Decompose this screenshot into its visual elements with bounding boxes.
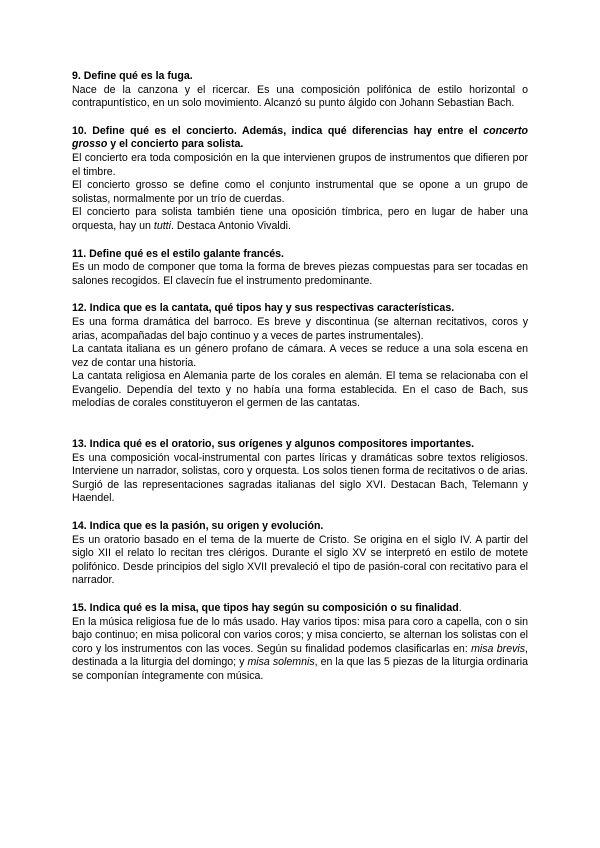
question-heading [72, 602, 528, 616]
heading-italic-term: concerto grosso [72, 124, 528, 151]
answer-paragraph: Es una composición vocal-instrumental con partes líricas y dramáticas sobre textos religiosos. Interviene un narrador, solistas, coro y orquesta. Los solos tienen forma de recitativos o de arias. Surgió de las representaciones sagradas italianas del siglo XVI. Destacan Bach, Telemann y Haendel. [72, 451, 528, 505]
answer-paragraph [72, 206, 528, 233]
answer-paragraph: Nace de la canzona y el ricercar. Es una composición polifónica de estilo horizontal o contrapuntístico, en un solo movimiento. Alcanzó su punto álgido con Johann Sebastian Bach. [72, 83, 528, 110]
question-heading: 11. Define qué es el estilo galante francés. [72, 247, 284, 260]
answer-paragraph [72, 616, 528, 684]
answer-paragraph: Es un oratorio basado en el tema de la muerte de Cristo. Se origina en el siglo IV. A partir del siglo XII el relato lo recitan tres clérigos. Durante el siglo XV se interpretó en estilo de motete polifónico. Desde principios del siglo XVII prevaleció el tipo de pasión-coral con recitativo para el narrador. [72, 533, 528, 587]
document-page [72, 70, 528, 698]
section-fuga [72, 70, 528, 111]
question-heading [72, 125, 528, 152]
heading-text: 10. Define qué es el concierto. Además, indica qué diferencias hay entre el [72, 124, 484, 137]
italic-term: misa brevis [471, 642, 526, 655]
section-misa [72, 602, 528, 684]
paragraph-text: , en la que las 5 piezas de la liturgia ordinaria se componían íntegramente con música. [72, 656, 528, 682]
italic-term: tutti [153, 219, 171, 232]
question-heading: 14. Indica que es la pasión, su origen y evolución. [72, 520, 324, 533]
section-cantata [72, 302, 528, 411]
question-heading: 9. Define qué es la fuga. [72, 70, 193, 82]
answer-paragraph: La cantata italiana es un género profano de cámara. A veces se reduce a una sola escena en vez de contar una historia. [72, 343, 528, 369]
section-pasion [72, 520, 528, 588]
answer-paragraph: El concierto grosso se define como el conjunto instrumental que se opone a un grupo de solistas, normalmente por un trío de cuerdas. [72, 179, 528, 205]
paragraph-text: , destinada a la liturgia del domingo; y [72, 642, 528, 669]
answer-paragraph: Es una forma dramática del barroco. Es breve y discontinua (se alternan recitativos, coros y arias, acompañadas del bajo continuo y a veces de partes instrumentales). [72, 315, 528, 342]
question-heading: 12. Indica que es la cantata, qué tipos hay y sus respectivas características. [72, 302, 455, 315]
section-estilo-galante [72, 248, 528, 289]
paragraph-text: En la música religiosa fue de lo más usado. Hay varios tipos: misa para coro a capella, con o sin bajo continuo; en misa policoral con varios coros; y misa concierto, se alternan los solistas con el coro y los instrumentos con las voces. Según su finalidad podemos clasificarlas en: [72, 615, 528, 655]
answer-paragraph: La cantata religiosa en Alemania parte de los corales en alemán. El tema se relacionaba con el Evangelio. Dependía del texto y no había una forma establecida. En el caso de Bach, sus melodías de corales constituyeron el germen de las cantatas. [72, 370, 528, 410]
heading-text: y el concierto para solista. [107, 138, 244, 151]
heading-text: 15. Indica qué es la misa, que tipos hay según su composición o su finalidad [72, 602, 459, 614]
section-oratorio [72, 438, 528, 506]
question-heading: 13. Indica qué es el oratorio, sus orígenes y algunos compositores importantes. [72, 438, 475, 451]
section-concierto [72, 125, 528, 234]
paragraph-text: . Destaca Antonio Vivaldi. [170, 219, 291, 232]
answer-paragraph: Es un modo de componer que toma la forma de breves piezas compuestas para ser tocadas en salones recogidos. El clavecín fue el instrumento predominante. [72, 261, 528, 287]
paragraph-text: El concierto para solista también tiene una oposición tímbrica, pero en lugar de haber una orquesta, hay un [72, 206, 528, 232]
italic-term: misa solemnis [247, 656, 315, 669]
answer-paragraph: El concierto era toda composición en la que intervienen grupos de instrumentos que difieren por el timbre. [72, 151, 528, 178]
heading-end-mark: . [458, 602, 462, 614]
